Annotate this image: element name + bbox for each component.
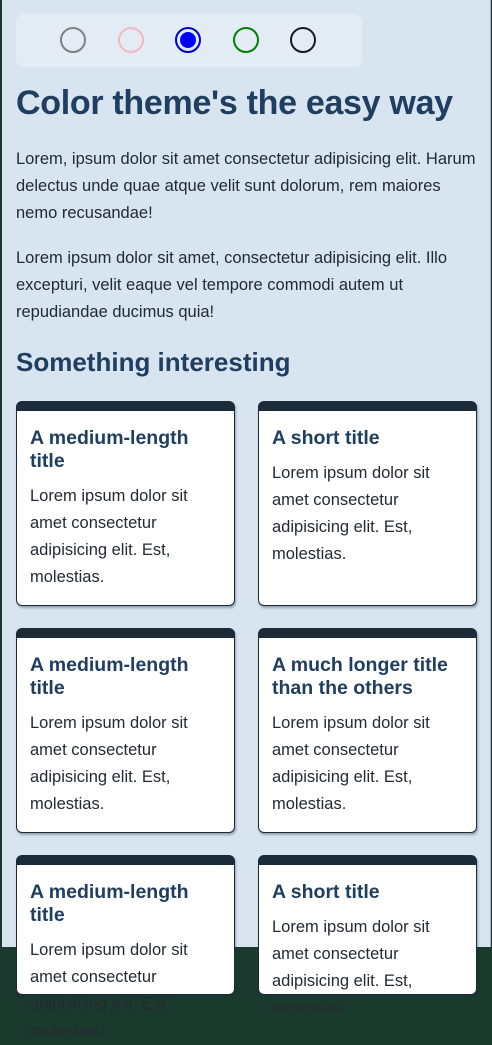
card <box>16 628 235 833</box>
page-title: Color theme's the easy way <box>16 84 453 122</box>
card <box>258 855 477 1017</box>
card-body: Lorem ipsum dolor sit amet consectetur adipisicing elit. Est, molestias. <box>30 487 188 586</box>
card <box>258 401 477 606</box>
swatch-green[interactable] <box>233 27 259 53</box>
card <box>16 401 235 606</box>
swatch-blue-selected[interactable] <box>175 27 201 53</box>
card-body: Lorem ipsum dolor sit amet consectetur adipisicing elit. Est, molestias. <box>30 714 188 813</box>
swatch-gray[interactable] <box>60 27 86 53</box>
section-title: Something interesting <box>16 347 291 377</box>
card-body: Lorem ipsum dolor sit amet consectetur adipisicing elit. Est, molestias. <box>272 714 430 813</box>
card-title: A medium-length title <box>30 881 189 926</box>
swatch-pink[interactable] <box>118 27 144 53</box>
intro-paragraph-2: Lorem ipsum dolor sit amet, consectetur adipisicing elit. Illo excepturi, velit eaque vel tempore commodi autem ut repudiandae ducimus quia! <box>16 249 448 321</box>
theme-picker <box>16 14 362 67</box>
card-title: A much longer title than the others <box>272 654 448 699</box>
card <box>258 628 477 833</box>
page <box>2 0 491 1040</box>
card-body: Lorem ipsum dolor sit amet consectetur adipisicing elit. Est, molestias. <box>272 918 430 1017</box>
card-title: A medium-length title <box>30 427 189 472</box>
card-body: Lorem ipsum dolor sit amet consectetur adipisicing elit. Est, molestias. <box>30 941 188 1040</box>
swatch-black[interactable] <box>290 27 316 53</box>
card <box>16 855 235 1040</box>
card-title: A medium-length title <box>30 654 189 699</box>
card-title: A short title <box>272 881 380 903</box>
intro-paragraph-1: Lorem, ipsum dolor sit amet consectetur adipisicing elit. Harum delectus unde quae atque velit sunt dolorum, rem maiores nemo recusandae! <box>16 150 476 222</box>
card-title: A short title <box>272 427 380 449</box>
card-body: Lorem ipsum dolor sit amet consectetur adipisicing elit. Est, molestias. <box>272 464 430 563</box>
